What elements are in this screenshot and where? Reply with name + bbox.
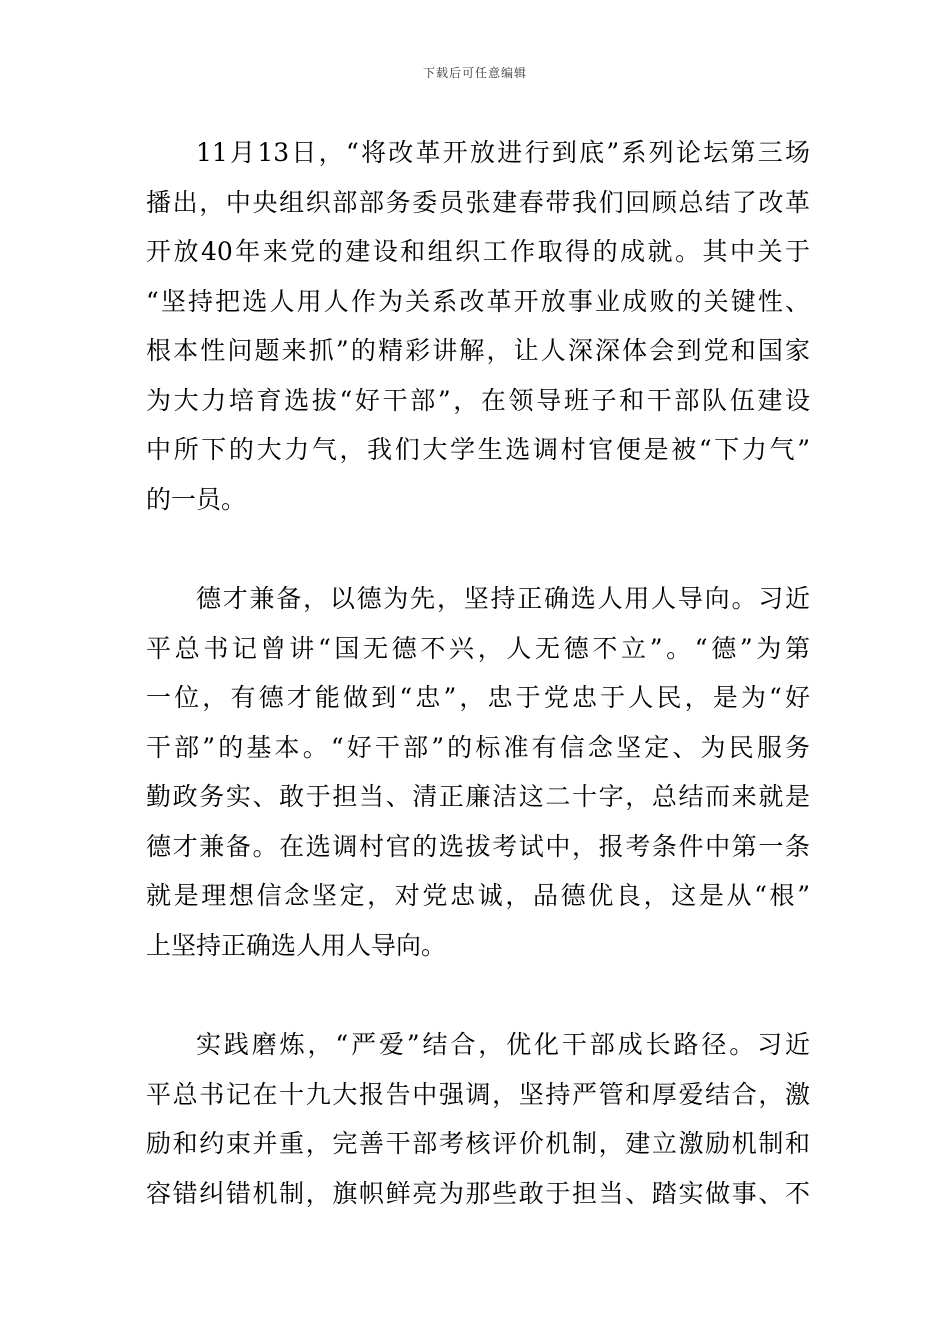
document-body xyxy=(146,128,810,1268)
text-line: 11月13日，“将改革开放进行到底”系列论坛第三场 xyxy=(196,138,810,167)
paragraph-1 xyxy=(146,128,810,524)
text-line: 德才兼备。在选调村官的选拔考试中，报考条件中第一条 xyxy=(146,831,810,861)
text-line: 励和约束并重，完善干部考核评价机制，建立激励机制和 xyxy=(146,1129,810,1158)
text-line: 中所下的大力气，我们大学生选调村官便是被“下力气” xyxy=(146,435,810,464)
text-line: 为大力培育选拔“好干部”，在领导班子和干部队伍建设 xyxy=(146,385,810,415)
text-line: 就是理想信念坚定，对党忠诚，品德优良，这是从“根” xyxy=(146,881,810,910)
paragraph-3 xyxy=(146,1020,810,1218)
text-line: 一位，有德才能做到“忠”，忠于党忠于人民，是为“好 xyxy=(146,683,810,712)
page-header: 下载后可任意编辑 xyxy=(422,66,527,80)
text-line: 德才兼备，以德为先，坚持正确选人用人导向。习近 xyxy=(196,584,810,613)
text-line: 播出，中央组织部部务委员张建春带我们回顾总结了改革 xyxy=(146,187,810,217)
text-line: 根本性问题来抓”的精彩讲解，让人深深体会到党和国家 xyxy=(146,336,810,365)
text-line: 容错纠错机制，旗帜鲜亮为那些敢于担当、踏实做事、不 xyxy=(146,1178,810,1208)
text-line: 平总书记曾讲“国无德不兴，人无德不立”。“德”为第 xyxy=(146,633,810,663)
text-line: 平总书记在十九大报告中强调，坚持严管和厚爱结合，激 xyxy=(146,1079,810,1109)
paragraph-2 xyxy=(146,574,810,970)
text-line: 上坚持正确选人用人导向。 xyxy=(146,930,447,960)
text-line: “坚持把选人用人作为关系改革开放事业成败的关键性、 xyxy=(146,286,810,316)
text-line: 实践磨炼，“严爱”结合，优化干部成长路径。习近 xyxy=(196,1030,810,1059)
text-line: 的一员。 xyxy=(146,484,247,514)
text-line: 干部”的基本。“好干部”的标准有信念坚定、为民服务 xyxy=(146,732,810,762)
text-line: 勤政务实、敢于担当、清正廉洁这二十字，总结而来就是 xyxy=(146,782,810,811)
text-line: 开放40年来党的建设和组织工作取得的成就。其中关于 xyxy=(146,237,810,266)
